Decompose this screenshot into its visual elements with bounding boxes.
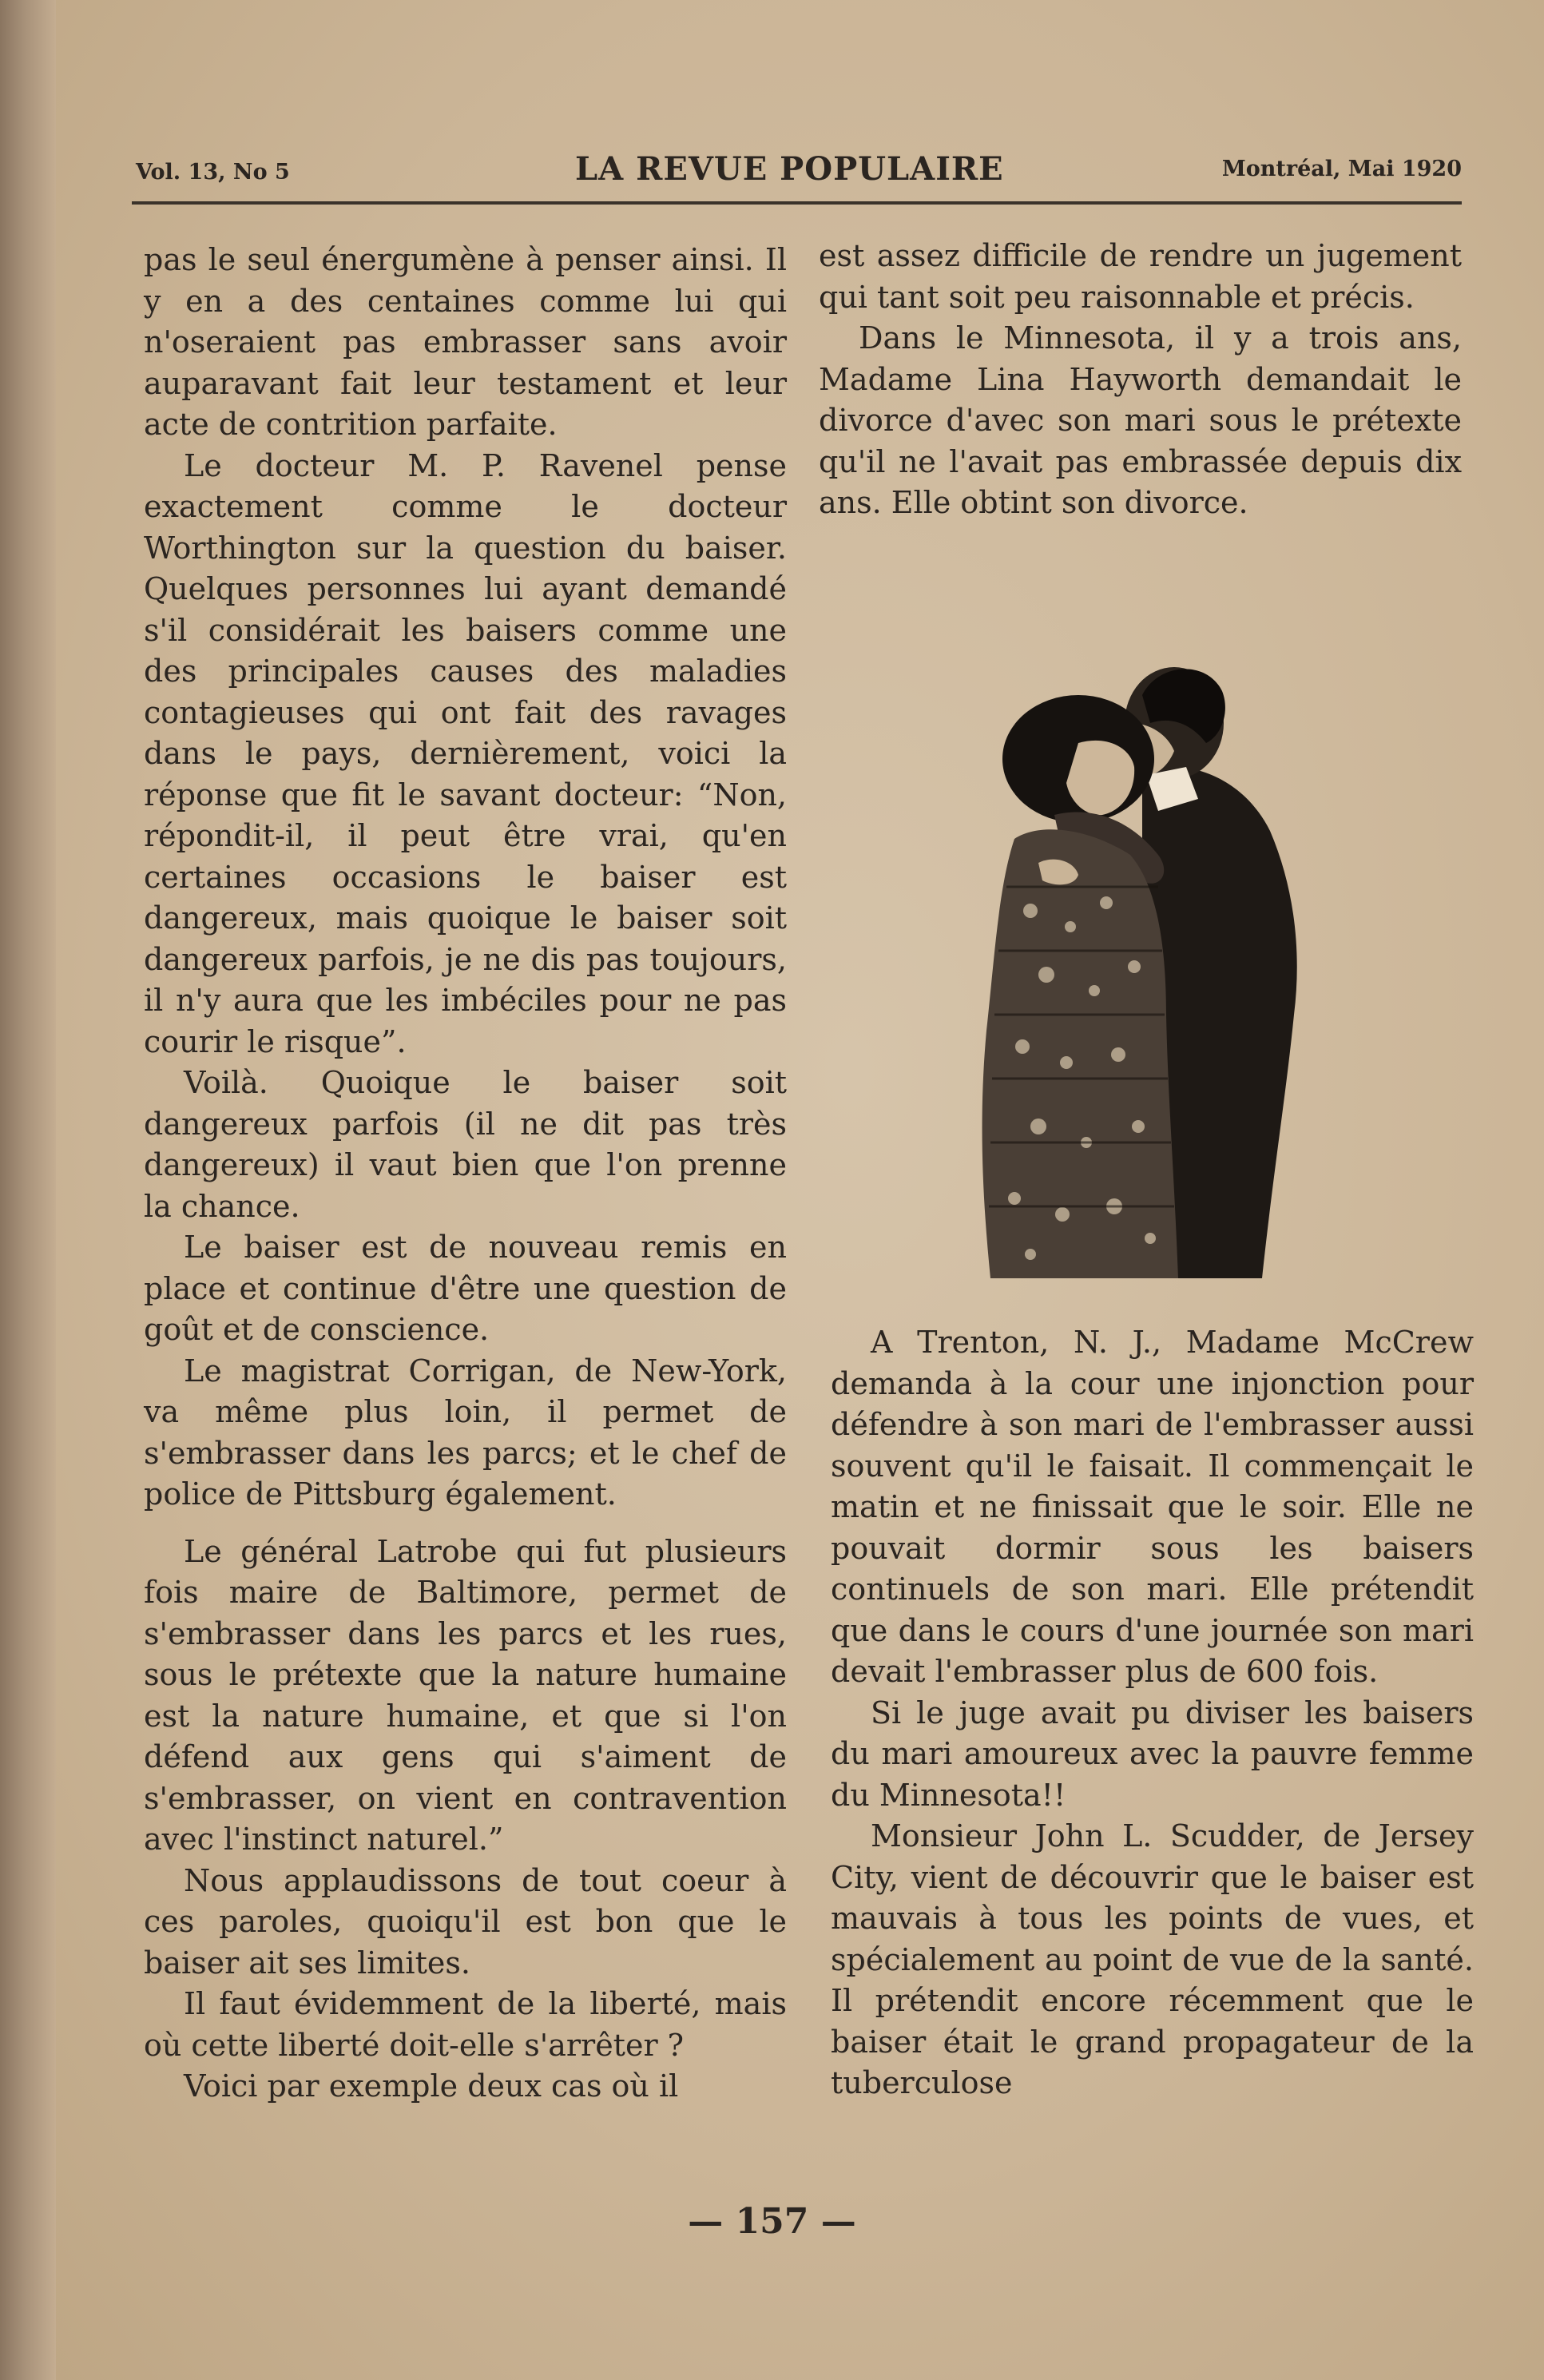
paragraph: Monsieur John L. Scudder, de Jersey City, vient de découvrir que le baiser est mauvais à tous les points de vues, et spécialement au point de vue de la santé. Il prétendit encore récemment que le baiser était le grand propagateur de la tuberculose [831, 1818, 1474, 2100]
paragraph: est assez difficile de rendre un jugement qui tant soit peu raisonnable et précis. [819, 238, 1462, 315]
dateline: Montréal, Mai 1920 [1221, 157, 1462, 181]
volume-number: Vol. 13, No 5 [136, 160, 290, 185]
kissing-couple-illustration [959, 647, 1326, 1286]
paragraph: Le baiser est de nouveau remis en place et continue d'être une question de goût et de conscience. [144, 1230, 787, 1347]
right-column-top [819, 236, 1462, 524]
paragraph: A Trenton, N. J., Madame McCrew demanda à la cour une injonction pour défendre à son mari de l'embrasser aussi souvent qu'il le faisait. Il commençait le matin et ne finissait que le soir. Elle ne pouvait dormir sous les baisers continuels de son mari. Elle prétendit que dans le cours d'une journée son mari devait l'embrasser plus de 600 fois. [831, 1325, 1474, 1689]
paragraph: pas le seul énergumène à penser ainsi. Il y en a des centaines comme lui qui n'oseraient pas embrasser sans avoir auparavant fait leur testament et leur acte de contrition parfaite. [144, 242, 787, 442]
binding-gutter [0, 0, 56, 2380]
paragraph: Le docteur M. P. Ravenel pense exactement comme le docteur Worthington sur la question du baiser. Quelques personnes lui ayant demandé s'il considérait les baisers comme une des principales causes des maladies contagieuses qui ont fait des ravages dans le pays, dernièrement, voici la réponse que fit le savant docteur: “Non, répondit-il, il peut être vrai, qu'en certaines occasions le baiser est dangereux, mais quoique le baiser soit dangereux parfois, je ne dis pas toujours, il n'y aura que les imbéciles pour ne pas courir le risque”. [144, 447, 787, 1059]
paragraph: Voilà. Quoique le baiser soit dangereux parfois (il ne dit pas très dangereux) il vaut bien que l'on prenne la chance. [144, 1065, 787, 1224]
header-rule [132, 201, 1462, 205]
paragraph: Le magistrat Corrigan, de New-York, va même plus loin, il permet de s'embrasser dans les parcs; et le chef de police de Pittsburg également. [144, 1353, 787, 1512]
paragraph: Dans le Minnesota, il y a trois ans, Madame Lina Hayworth demandait le divorce d'avec son mari sous le prétexte qu'il ne l'avait pas embrassée depuis dix ans. Elle obtint son divorce. [819, 320, 1462, 520]
right-column-bottom [831, 1322, 1474, 2104]
paragraph: Nous applaudissons de tout coeur à ces paroles, quoiqu'il est bon que le baiser ait ses limites. [144, 1862, 787, 1981]
publication-title: LA REVUE POPULAIRE [575, 150, 1004, 188]
page-number: — 157 — [688, 2201, 856, 2242]
paragraph: Voici par exemple deux cas où il [184, 2068, 679, 2104]
running-header [136, 150, 1462, 198]
left-column [144, 240, 787, 2108]
paragraph: Le général Latrobe qui fut plusieurs fois maire de Baltimore, permet de s'embrasser dans les parcs et les rues, sous le prétexte que la nature humaine est la nature humaine, et que si l'on défend aux gens qui s'aiment de s'embrasser, on vient en contravention avec l'instinct naturel.” [144, 1533, 787, 1857]
paragraph: Si le juge avait pu diviser les baisers du mari amoureux avec la pauvre femme du Minnesota!! [831, 1695, 1474, 1813]
paragraph: Il faut évidemment de la liberté, mais où cette liberté doit-elle s'arrêter ? [144, 1986, 787, 2063]
